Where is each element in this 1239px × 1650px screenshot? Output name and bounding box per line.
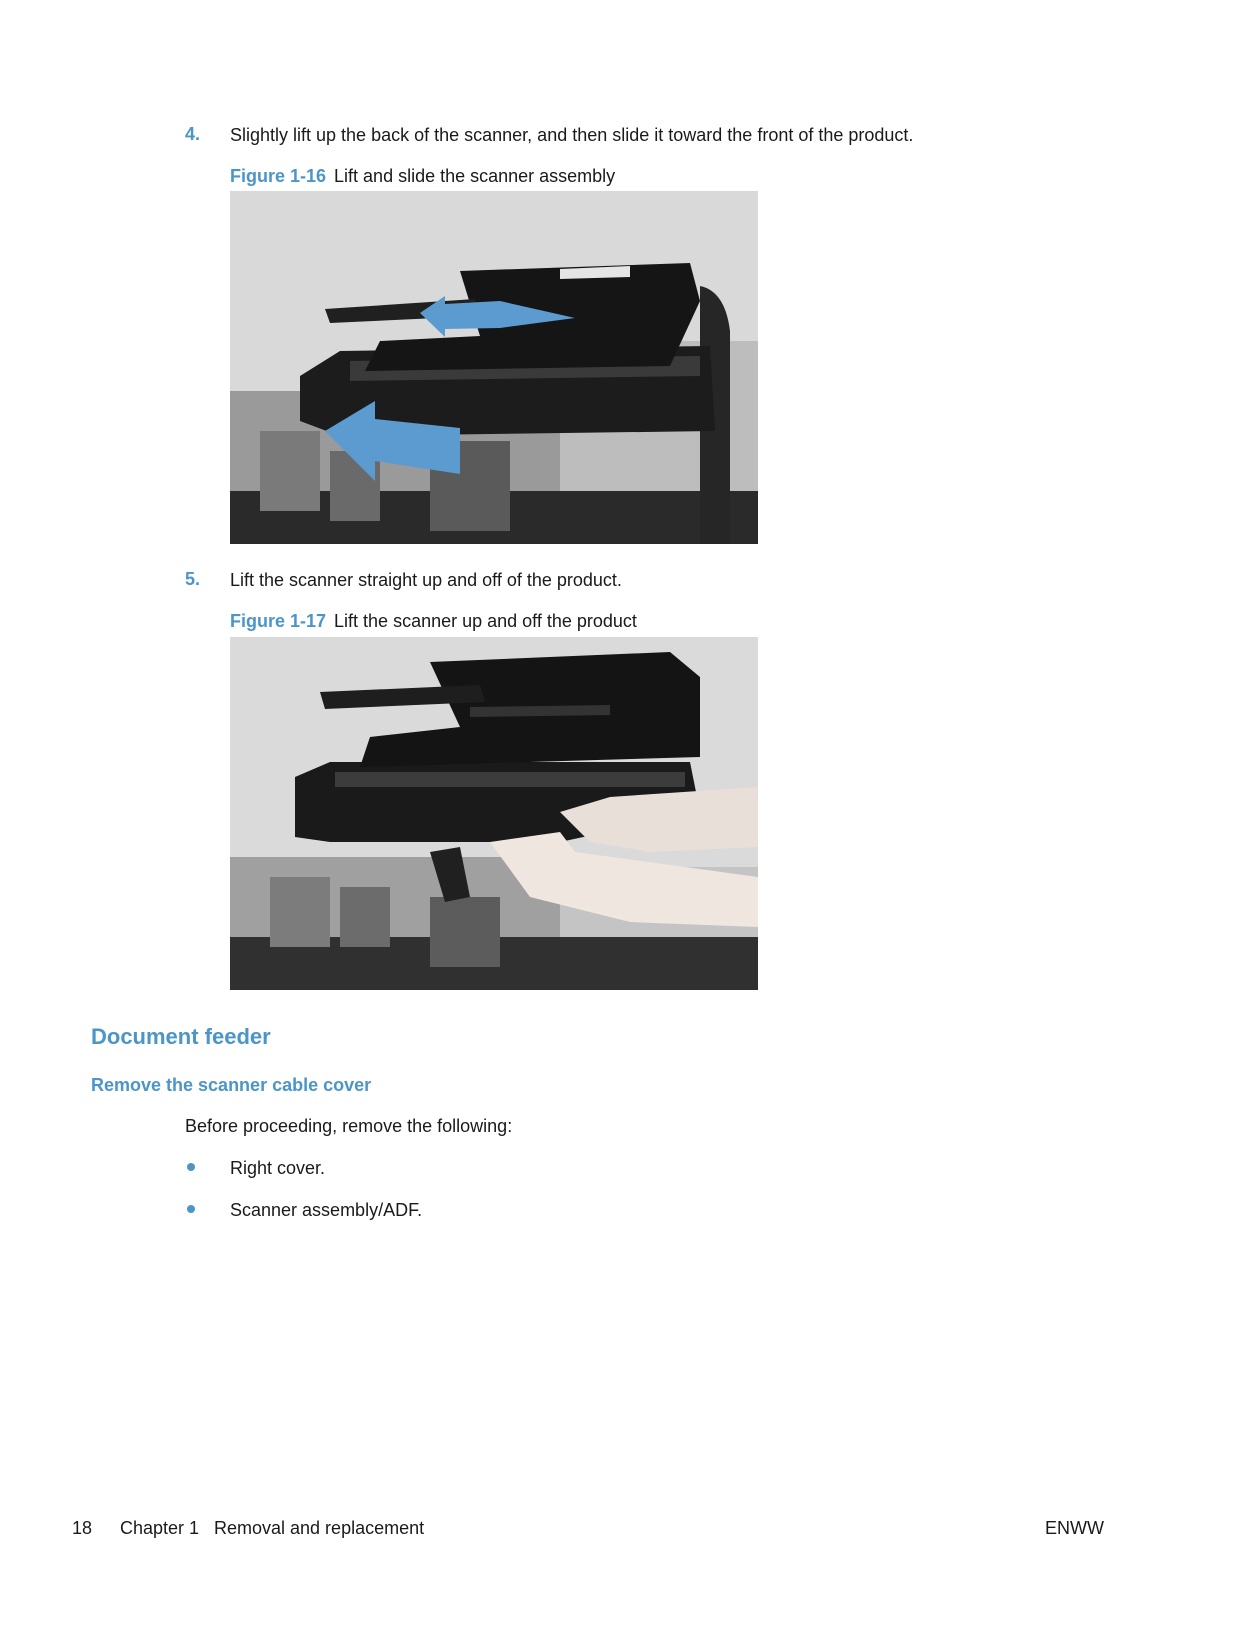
figure-number: Figure 1-16 (230, 166, 327, 186)
bullet-dot (187, 1205, 195, 1213)
footer-chapter-title: Removal and replacement (214, 1518, 425, 1538)
bullet-item: Scanner assembly/ADF. (230, 1200, 423, 1220)
footer-page-number: 18 (72, 1518, 93, 1538)
figure-1-17-image (230, 637, 758, 990)
footer-chapter: Chapter 1 (120, 1518, 200, 1538)
bullet-dot (187, 1163, 195, 1171)
step-5-text: Lift the scanner straight up and off of the product. (230, 570, 622, 590)
figure-1-16-image (230, 191, 758, 544)
figure-1-17-label (230, 611, 637, 632)
section-heading: Document feeder (91, 1024, 271, 1049)
step-4-text: Slightly lift up the back of the scanner, and then slide it toward the front of the product. (230, 125, 914, 145)
section-subheading: Remove the scanner cable cover (91, 1075, 372, 1095)
section-intro: Before proceeding, remove the following: (185, 1116, 513, 1136)
figure-number: Figure 1-17 (230, 611, 327, 631)
step-5-number: 5. (185, 569, 201, 589)
figure-caption: Lift the scanner up and off the product (334, 611, 637, 631)
figure-caption: Lift and slide the scanner assembly (334, 166, 616, 186)
footer-right: ENWW (1045, 1518, 1104, 1538)
figure-1-16-label (230, 166, 615, 187)
bullet-item: Right cover. (230, 1158, 326, 1178)
step-4-number: 4. (185, 124, 201, 144)
